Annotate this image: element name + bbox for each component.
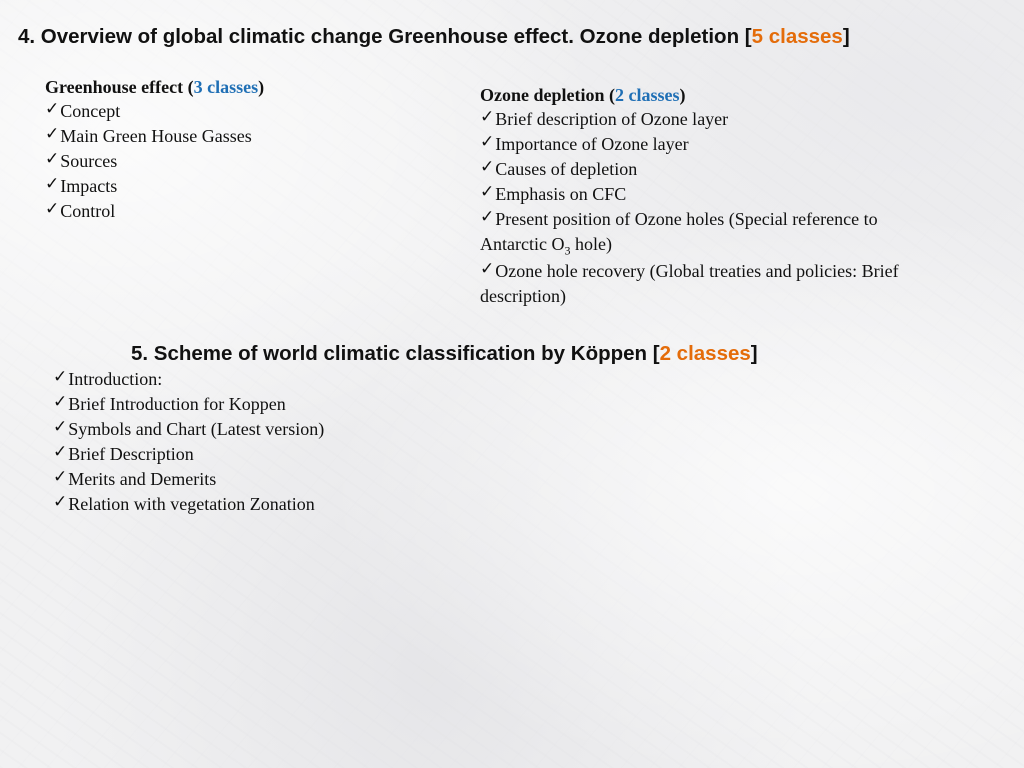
list-item-text: Present position of Ozone holes (Special reference to Antarctic O: [480, 209, 878, 254]
greenhouse-title: [45, 75, 425, 99]
checkmark-icon: ✓: [53, 392, 68, 411]
checkmark-icon: ✓: [53, 367, 68, 386]
greenhouse-list: [45, 99, 425, 224]
section-4-close: ]: [842, 25, 850, 48]
checkmark-icon: ✓: [480, 157, 495, 176]
checkmark-icon: ✓: [45, 99, 60, 118]
koppen-list: [53, 367, 553, 517]
list-item-text: Importance of Ozone layer: [495, 134, 689, 154]
list-item: [480, 157, 930, 182]
list-item: [480, 182, 930, 207]
list-item-text: Sources: [60, 151, 118, 171]
ozone-classes: 2 classes: [615, 85, 680, 105]
list-item: [53, 392, 553, 417]
checkmark-icon: ✓: [480, 182, 495, 201]
section-4-title: 4. Overview of global climatic change Greenhouse effect. Ozone depletion [: [18, 25, 752, 48]
list-item-text: Brief Introduction for Koppen: [68, 394, 286, 414]
section-4-classes: 5 classes: [751, 25, 843, 48]
ozone-block: [480, 83, 930, 308]
koppen-block: [53, 367, 553, 517]
list-item-text: Control: [60, 201, 116, 221]
checkmark-icon: ✓: [53, 467, 68, 486]
list-item: [45, 174, 425, 199]
ozone-title: [480, 83, 930, 107]
list-item: [53, 367, 553, 392]
list-item-text: Emphasis on CFC: [495, 184, 627, 204]
list-item-text: Concept: [60, 101, 121, 121]
greenhouse-block: [45, 75, 425, 224]
list-item: [53, 442, 553, 467]
checkmark-icon: ✓: [45, 174, 60, 193]
list-item: [45, 99, 425, 124]
checkmark-icon: ✓: [45, 149, 60, 168]
list-item-text: Causes of depletion: [495, 159, 638, 179]
list-item-text: Brief Description: [68, 444, 194, 464]
checkmark-icon: ✓: [53, 492, 68, 511]
checkmark-icon: ✓: [480, 132, 495, 151]
list-item-text: Relation with vegetation Zonation: [68, 494, 315, 514]
section-5-title: 5. Scheme of world climatic classification by Köppen [: [131, 342, 660, 365]
checkmark-icon: ✓: [480, 259, 495, 278]
list-item-text: Main Green House Gasses: [60, 126, 252, 146]
list-item-text-end: hole): [570, 234, 612, 254]
greenhouse-title-text: Greenhouse effect (: [45, 77, 194, 97]
checkmark-icon: ✓: [45, 199, 60, 218]
list-item-text: Merits and Demerits: [68, 469, 217, 489]
ozone-subscript: 3: [564, 243, 571, 258]
list-item-text: Introduction:: [68, 369, 163, 389]
list-item-text: Symbols and Chart (Latest version): [68, 419, 325, 439]
list-item: [45, 199, 425, 224]
list-item: [480, 259, 930, 308]
list-item: [53, 467, 553, 492]
checkmark-icon: ✓: [53, 417, 68, 436]
list-item-text: Ozone hole recovery (Global treaties and policies: Brief description): [480, 261, 899, 306]
list-item-text: Brief description of Ozone layer: [495, 109, 729, 129]
ozone-title-text: Ozone depletion (: [480, 85, 615, 105]
section-5-classes: 2 classes: [659, 342, 751, 365]
checkmark-icon: ✓: [480, 207, 495, 226]
list-item: [45, 149, 425, 174]
section-5-close: ]: [750, 342, 758, 365]
section-4-heading: [18, 25, 850, 49]
section-5-heading: [131, 342, 758, 366]
ozone-title-close: ): [679, 85, 686, 105]
list-item: [480, 132, 930, 157]
list-item: [53, 492, 553, 517]
list-item: [480, 207, 930, 256]
list-item-text: Impacts: [60, 176, 118, 196]
list-item: [480, 107, 930, 132]
list-item: [45, 124, 425, 149]
checkmark-icon: ✓: [45, 124, 60, 143]
greenhouse-classes: 3 classes: [193, 77, 259, 97]
list-item: [53, 417, 553, 442]
checkmark-icon: ✓: [53, 442, 68, 461]
ozone-list: [480, 107, 930, 308]
checkmark-icon: ✓: [480, 107, 495, 126]
greenhouse-title-close: ): [258, 77, 265, 97]
